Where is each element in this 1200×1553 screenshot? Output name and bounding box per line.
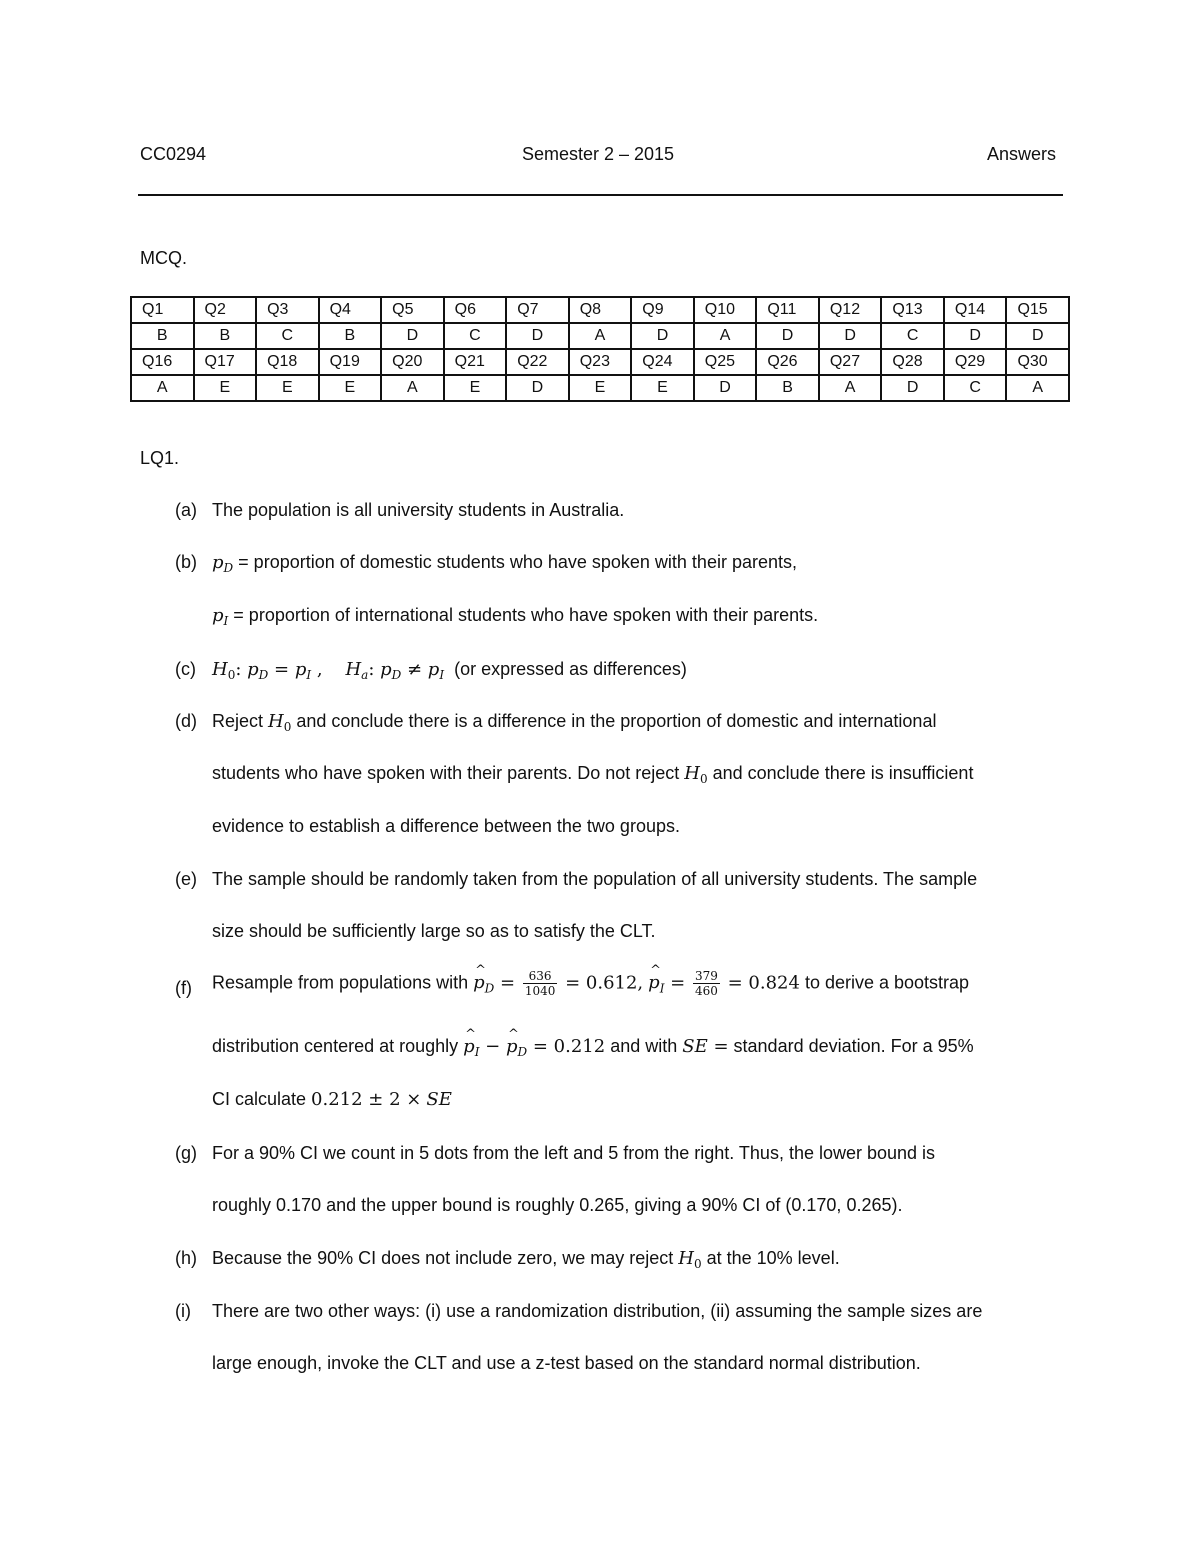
mcq-question-cell: Q15: [1006, 297, 1069, 323]
mcq-answer-cell: E: [319, 375, 382, 401]
text-c-note: (or expressed as differences): [454, 659, 687, 679]
mcq-question-cell: Q24: [631, 349, 694, 375]
page-header: [140, 144, 1056, 170]
mcq-answer-cell: C: [256, 323, 319, 349]
label-f: (f): [175, 978, 192, 998]
text-b-line1: = proportion of domestic students who have spoken with their parents,: [238, 552, 797, 572]
answer-i-line2: large enough, invoke the CLT and use a z-test based on the standard normal distribution.: [212, 1353, 921, 1373]
mcq-answer-cell: E: [194, 375, 257, 401]
answer-e-line2: size should be sufficiently large so as to satisfy the CLT.: [212, 921, 656, 941]
mcq-question-cell: Q2: [194, 297, 257, 323]
mcq-question-cell: Q14: [944, 297, 1007, 323]
label-h: (h): [175, 1248, 197, 1268]
document-type: Answers: [986, 144, 1056, 164]
mcq-answer-cell: D: [1006, 323, 1069, 349]
mcq-answer-cell: E: [444, 375, 507, 401]
mcq-question-cell: Q29: [944, 349, 1007, 375]
label-i: (i): [175, 1301, 191, 1321]
mcq-question-cell: Q8: [569, 297, 632, 323]
mcq-answer-cell: D: [819, 323, 882, 349]
mcq-answer-cell: A: [569, 323, 632, 349]
mcq-answer-cell: B: [194, 323, 257, 349]
answer-f-line3: CI calculate 0.212 ± 2 × SE: [212, 1089, 452, 1110]
mcq-answer-cell: B: [131, 323, 194, 349]
mcq-question-cell: Q3: [256, 297, 319, 323]
answer-d-line3: evidence to establish a difference between the two groups.: [212, 816, 680, 836]
mcq-answer-row: [131, 323, 1069, 349]
answer-b-line2: $p_I$ = proportion of international students who have spoken with their parents.: [212, 605, 819, 628]
mcq-question-row: [131, 349, 1069, 375]
mcq-question-cell: Q28: [881, 349, 944, 375]
mcq-question-cell: Q23: [569, 349, 632, 375]
mcq-question-cell: Q27: [819, 349, 882, 375]
mcq-question-cell: Q11: [756, 297, 819, 323]
text-f-3a: CI calculate: [212, 1089, 312, 1109]
text-h-1a: Because the 90% CI does not include zero, we may reject: [212, 1248, 679, 1268]
mcq-question-cell: Q18: [256, 349, 319, 375]
mcq-question-cell: Q4: [319, 297, 382, 323]
mcq-answer-cell: C: [881, 323, 944, 349]
text-g-line1: For a 90% CI we count in 5 dots from the left and 5 from the right. Thus, the lower bound is: [212, 1143, 936, 1163]
mcq-question-cell: Q6: [444, 297, 507, 323]
text-a: The population is all university students in Australia.: [212, 500, 625, 520]
mcq-answer-cell: A: [694, 323, 757, 349]
label-g: (g): [175, 1143, 197, 1163]
mcq-question-cell: Q17: [194, 349, 257, 375]
mcq-answer-cell: C: [944, 375, 1007, 401]
label-d: (d): [175, 711, 197, 731]
hypotheses: $H_0$: $p_D = p_I$ , $H_a$: $p_D \ne p_I$ (or expressed as differences): [212, 659, 687, 682]
mcq-answer-cell: C: [444, 323, 507, 349]
text-d-1a: Reject: [212, 711, 269, 731]
mcq-answer-cell: D: [631, 323, 694, 349]
mcq-question-cell: Q20: [381, 349, 444, 375]
mcq-answer-cell: A: [381, 375, 444, 401]
answer-d-line2: students who have spoken with their parents. Do not reject $H_0$ and conclude there is insufficient: [212, 763, 974, 786]
mcq-question-cell: Q26: [756, 349, 819, 375]
text-f-1a: Resample from populations with: [212, 972, 474, 993]
mcq-answer-cell: D: [506, 375, 569, 401]
mcq-question-cell: Q21: [444, 349, 507, 375]
mcq-question-cell: Q30: [1006, 349, 1069, 375]
semester-label: Semester 2 – 2015: [521, 144, 675, 164]
mcq-answer-row: [131, 375, 1069, 401]
mcq-answer-cell: A: [1006, 375, 1069, 401]
lq1-heading: LQ1.: [140, 448, 180, 468]
mcq-question-cell: Q25: [694, 349, 757, 375]
text-f-2c: standard deviation. For a 95%: [728, 1036, 974, 1056]
mcq-answer-cell: B: [319, 323, 382, 349]
fraction-pd: $\frac{636}{1040}$: [524, 969, 556, 998]
mcq-answer-cell: E: [256, 375, 319, 401]
mcq-answer-table: [130, 296, 1070, 402]
mcq-question-cell: Q12: [819, 297, 882, 323]
text-b-line2: = proportion of international students who have spoken with their parents.: [233, 605, 819, 625]
text-h-1b: at the 10% level.: [701, 1248, 840, 1268]
mcq-answer-cell: E: [631, 375, 694, 401]
mcq-question-cell: Q19: [319, 349, 382, 375]
mcq-answer-cell: B: [756, 375, 819, 401]
text-f-2b: and with: [605, 1036, 683, 1056]
label-c: (c): [175, 659, 196, 679]
mcq-answer-cell: A: [819, 375, 882, 401]
text-e-line1: The sample should be randomly taken from the population of all university students. The sample: [212, 869, 978, 889]
text-f-2a: distribution centered at roughly: [212, 1036, 464, 1056]
label-b: (b): [175, 552, 197, 572]
mcq-answer-cell: D: [381, 323, 444, 349]
mcq-question-row: [131, 297, 1069, 323]
mcq-answer-cell: D: [881, 375, 944, 401]
mcq-answer-cell: D: [756, 323, 819, 349]
mcq-question-cell: Q16: [131, 349, 194, 375]
mcq-answer-cell: E: [569, 375, 632, 401]
label-a: (a): [175, 500, 197, 520]
mcq-question-cell: Q10: [694, 297, 757, 323]
mcq-question-cell: Q5: [381, 297, 444, 323]
mcq-question-cell: Q9: [631, 297, 694, 323]
mcq-question-cell: Q13: [881, 297, 944, 323]
mcq-answer-cell: A: [131, 375, 194, 401]
mcq-answer-cell: D: [944, 323, 1007, 349]
fraction-pi: $\frac{379}{460}$: [694, 969, 718, 998]
answer-f-line2: distribution centered at roughly ^ $p_I$ − ^ $p_D = 0.212$ and with SE = standard deviation. For a 95%: [212, 1033, 974, 1060]
mcq-answer-cell: D: [506, 323, 569, 349]
mcq-question-cell: Q22: [506, 349, 569, 375]
header-rule: [138, 194, 1063, 196]
course-code: CC0294: [140, 144, 207, 164]
text-d-1b: and conclude there is a difference in the proportion of domestic and international: [291, 711, 937, 731]
mcq-heading: MCQ.: [140, 248, 187, 268]
text-f-1b: to derive a bootstrap: [799, 972, 970, 993]
answer-g-line2: roughly 0.170 and the upper bound is roughly 0.265, giving a 90% CI of (0.170, 0.265).: [212, 1195, 903, 1215]
mcq-question-cell: Q7: [506, 297, 569, 323]
mcq-answer-cell: D: [694, 375, 757, 401]
mcq-question-cell: Q1: [131, 297, 194, 323]
label-e: (e): [175, 869, 197, 889]
text-d-2a: students who have spoken with their parents. Do not reject: [212, 763, 685, 783]
text-i-line1: There are two other ways: (i) use a randomization distribution, (ii) assuming the sample sizes are: [212, 1301, 983, 1321]
text-d-2b: and conclude there is insufficient: [707, 763, 974, 783]
